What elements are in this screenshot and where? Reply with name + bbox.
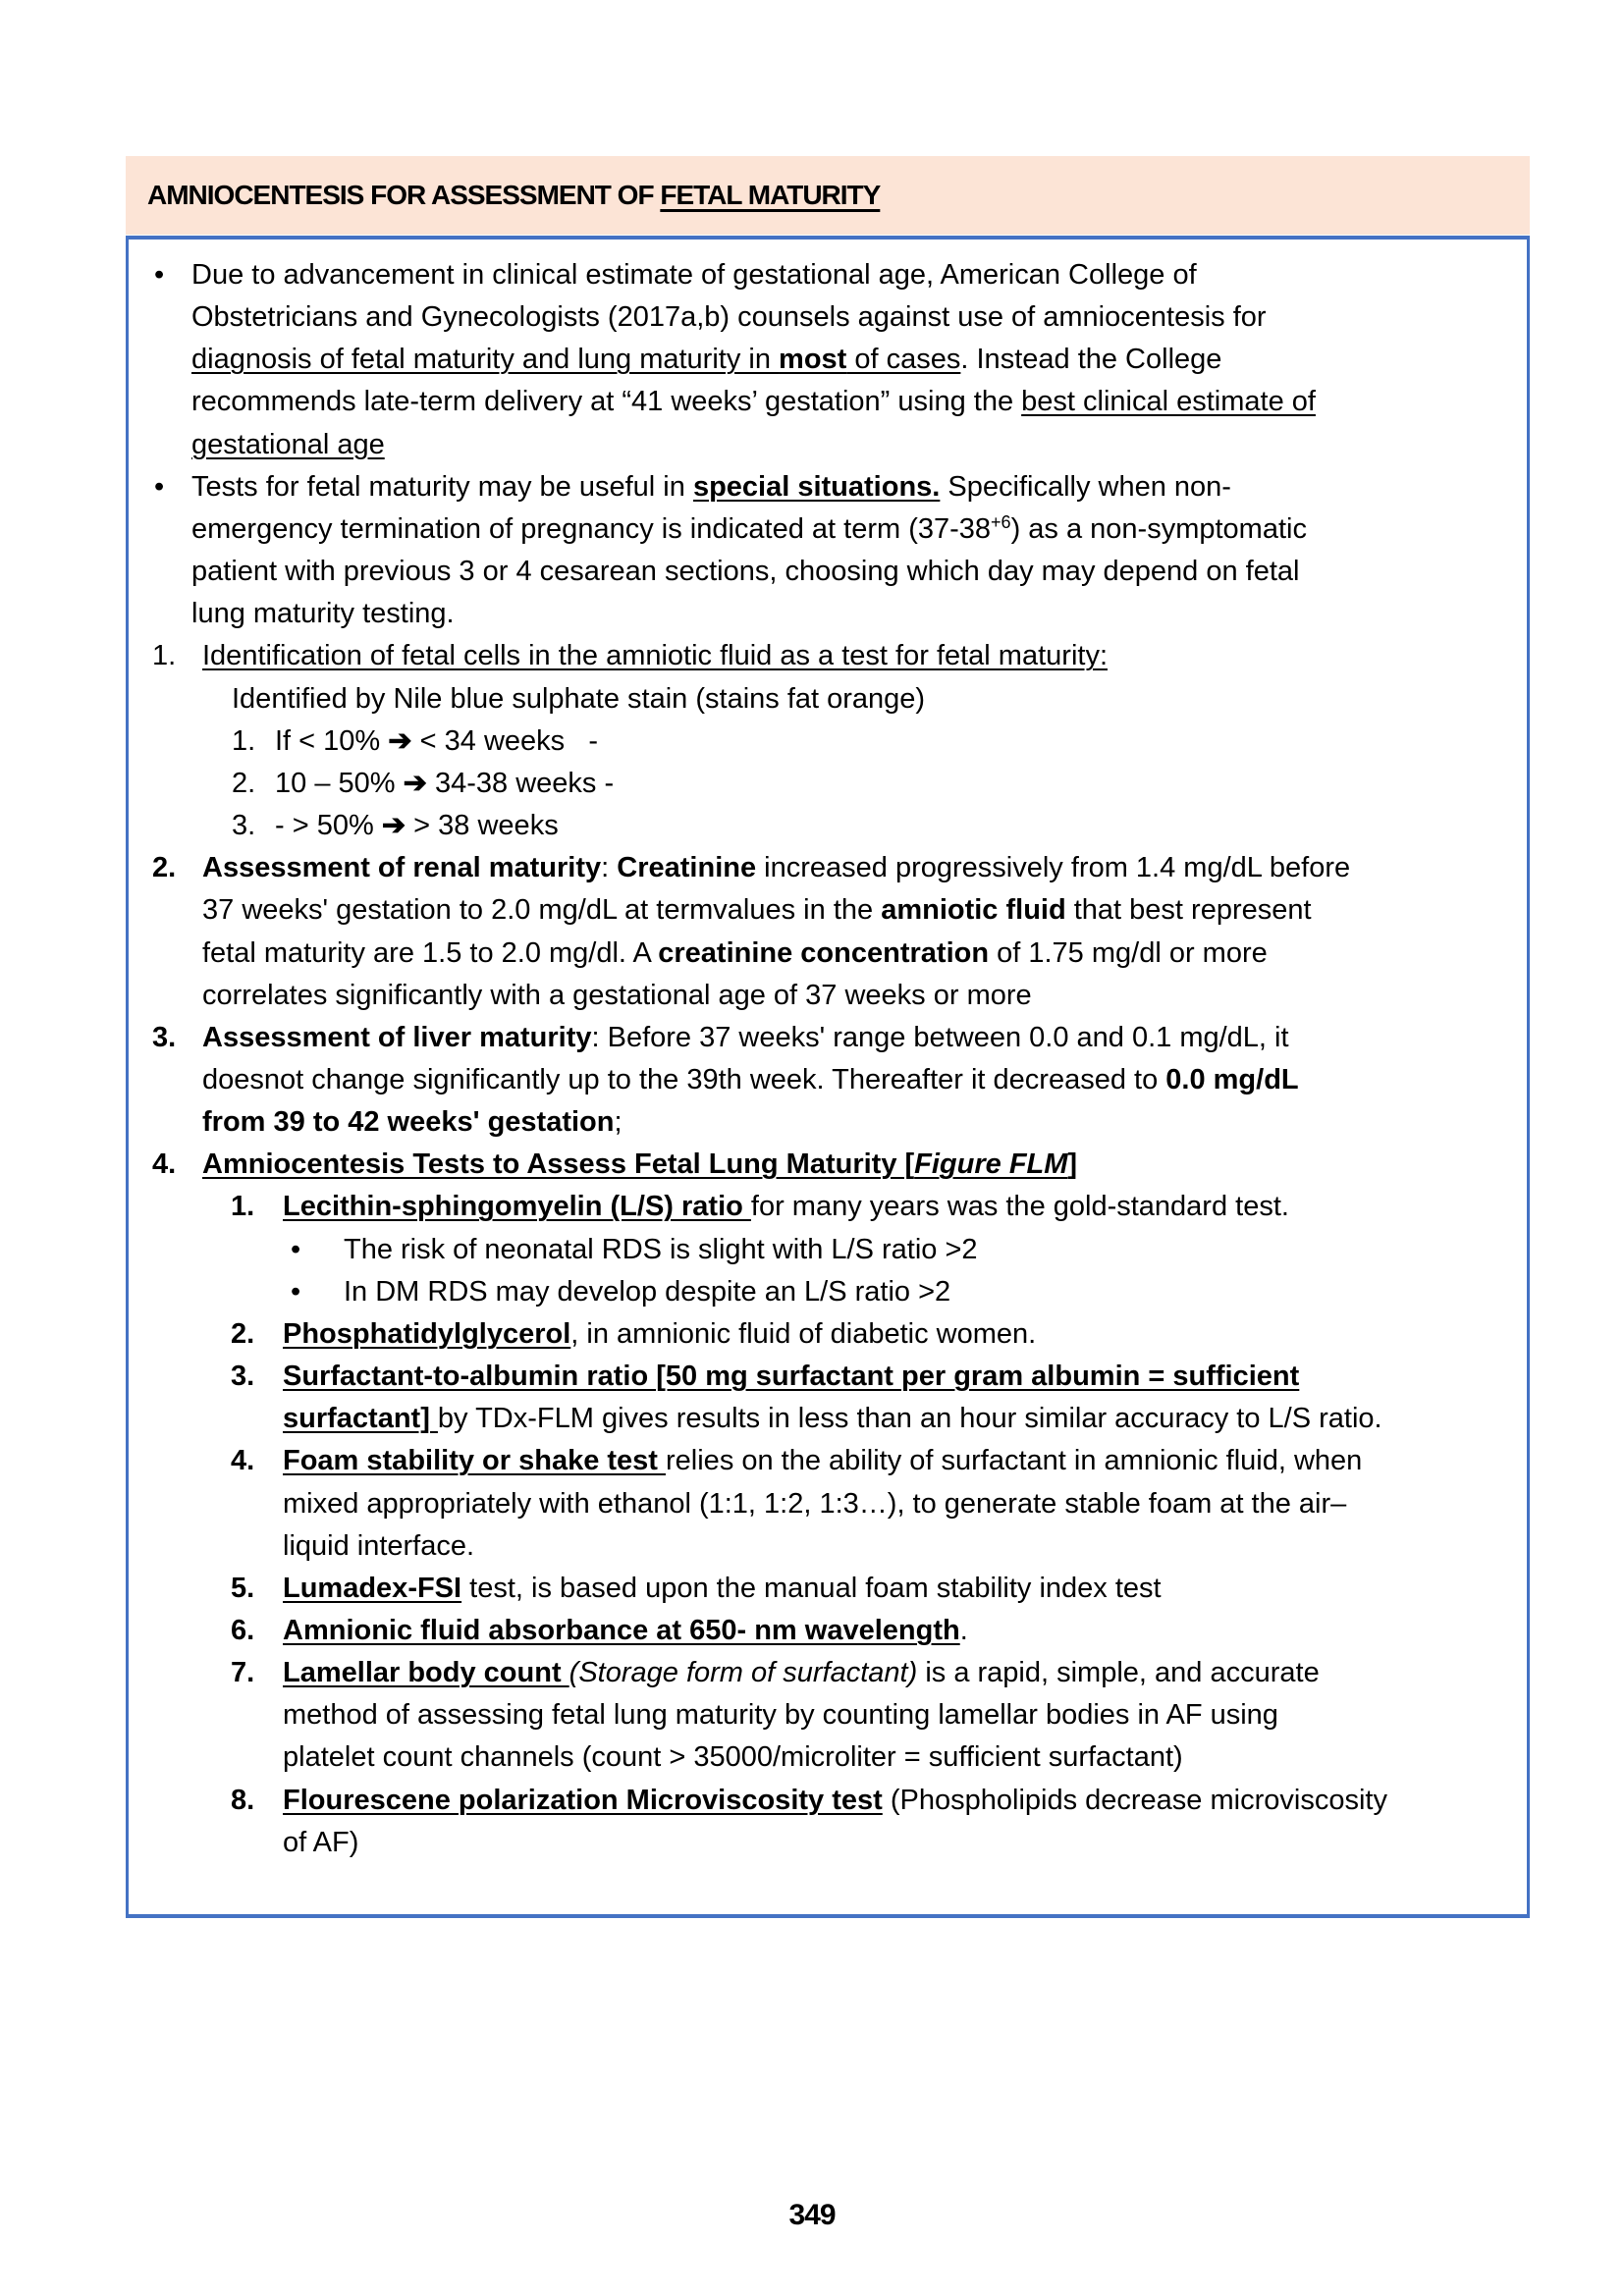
flm-sub-bullet: • The risk of neonatal RDS is slight with L/S ratio >2 <box>129 1229 1527 1271</box>
numbered-item: 4. Amniocentesis Tests to Assess Fetal Lung Maturity [Figure FLM] <box>152 1148 1078 1181</box>
section-header <box>126 156 1530 235</box>
arrow-right-icon: ➔ <box>403 767 427 799</box>
bullet-icon: • <box>291 1275 301 1308</box>
flm-test-item: 4. Foam stability or shake test relies on the ability of surfactant in amnionic fluid, when <box>231 1445 1363 1477</box>
bullet-item: • Tests for fetal maturity may be useful in special situations. Specifically when non- <box>129 466 1527 508</box>
flm-test-item: 6. Amnionic fluid absorbance at 650- nm wavelength. <box>231 1615 968 1646</box>
sub-item: 2. 10 – 50% ➔ 34-38 weeks - <box>232 767 615 799</box>
bullet-icon: • <box>291 1233 301 1265</box>
title-underlined: FETAL MATURITY <box>660 180 881 210</box>
arrow-right-icon: ➔ <box>388 724 412 757</box>
item-title: Identification of fetal cells in the amniotic fluid as a test for fetal maturity: <box>202 640 1108 672</box>
flm-test-item: 2. Phosphatidylglycerol, in amnionic fluid of diabetic women. <box>231 1317 1037 1350</box>
flm-sub-bullet: • In DM RDS may develop despite an L/S ratio >2 <box>129 1271 1527 1313</box>
page-number: 349 <box>788 2199 836 2231</box>
flm-test-item: 5. Lumadex-FSI test, is based upon the manual foam stability index test <box>231 1572 1162 1604</box>
content-box: • Due to advancement in clinical estimate of gestational age, American College of Obstetricians and Gynecologists (2017a,b) counsels against use of amniocentesis for diagnosis of fetal maturity and lung maturity in most of cases. Instead the College recommends late-term delivery at “41 weeks’ gestation” using the best clinical estimate of gestational age • Tests for fetal maturity may be useful in special situations. Specifically when non- emergency termination of pregnancy is indicated at term $(37-38^{+6})$ as a non-symptomatic patient with previous 3 or 4 cesarean sections, choosing which day may depend on fetal lung maturity testing. 1. Identification of fetal cells in the amniotic fluid as a test for fetal maturity: Identified by Nile blue sulphate stain (stains fat orange) 1. If < 10% ➔ < 34 weeks - 2. 10 – 50% ➔ 34-38 weeks - 3. - > 50% ➔ > 38 weeks 2. Assessment of renal maturity: Creatinine increased progressively from 1.4 mg/dL before 37 weeks' gestation to 2.0 mg/dL at termvalues in the amniotic fluid that best represent fetal maturity are 1.5 to 2.0 mg/dl. A creatinine concentration of 1.75 mg/dl or more correlates significantly with a gestational age of 37 weeks or more 3. Assessment of liver maturity: Before 37 weeks' range between 0.0 and 0.1 mg/dL, it doesnot change significantly up to the 39th week. Thereafter it decreased to 0.0 mg/dL from 39 to 42 weeks' gestation; 4. Amniocentesis Tests to Assess Fetal Lung Maturity [Figure FLM] 1. Lecithin-sphingomyelin (L/S) ratio for many years was the gold-standard test. • The risk of neonatal RDS is slight with L/S ratio >2 • In DM RDS may develop despite an L/S ratio >2 2. Phosphatidylglycerol, in amnionic fluid of diabetic women. 3. Surfactant-to-albumin ratio [50 mg surfactant per gram albumin = sufficient surfactant] by TDx-FLM gives results in less than an hour similar accuracy to L/S ratio. 4. Foam stability or shake test relies on the ability of surfactant in amnionic fluid, when mixed appropriately with ethanol (1:1, 1:2, 1:3…), to generate stable foam at the air– liquid interface. 5. Lumadex-FSI test, is based upon the manual foam stability index test 6. Amnionic fluid absorbance at 650- nm wavelength. 7. Lamellar body count (Storage form of surfactant) is a rapid, simple, and accurate method of assessing fetal lung maturity by counting lamellar bodies in AF using platelet count channels (count > 35000/microliter = sufficient surfactant) 8. Flourescene polarization Microviscosity test (Phospholipids decrease microviscosity of AF) <box>126 236 1530 1918</box>
title-prefix: AMNIOCENTESIS FOR ASSESSMENT OF <box>147 180 661 210</box>
numbered-item: 1. Identification of fetal cells in the amniotic fluid as a test for fetal maturity: <box>129 635 1527 677</box>
numbered-item: 3. Assessment of liver maturity: Before 37 weeks' range between 0.0 and 0.1 mg/dL, it <box>152 1021 1289 1053</box>
sub-item: 1. If < 10% ➔ < 34 weeks - <box>232 724 598 757</box>
bullet-icon: • <box>154 470 165 503</box>
bullet-item: • Due to advancement in clinical estimate of gestational age, American College of <box>129 254 1527 296</box>
arrow-right-icon: ➔ <box>381 810 406 842</box>
flm-test-item: 3. Surfactant-to-albumin ratio [50 mg surfactant per gram albumin = sufficient <box>231 1361 1300 1393</box>
section-title <box>147 180 880 211</box>
figure-reference: Figure FLM <box>914 1148 1068 1181</box>
flm-test-item: 8. Flourescene polarization Microviscosity test (Phospholipids decrease microviscosity <box>231 1784 1387 1816</box>
flm-test-item: 7. Lamellar body count (Storage form of surfactant) is a rapid, simple, and accurate <box>231 1657 1320 1689</box>
flm-test-item: 1. Lecithin-sphingomyelin (L/S) ratio for many years was the gold-standard test. <box>231 1191 1289 1223</box>
sub-item: 3. - > 50% ➔ > 38 weeks <box>232 810 559 842</box>
numbered-item: 2. Assessment of renal maturity: Creatinine increased progressively from 1.4 mg/dL before <box>152 852 1351 884</box>
bullet-icon: • <box>154 259 165 291</box>
